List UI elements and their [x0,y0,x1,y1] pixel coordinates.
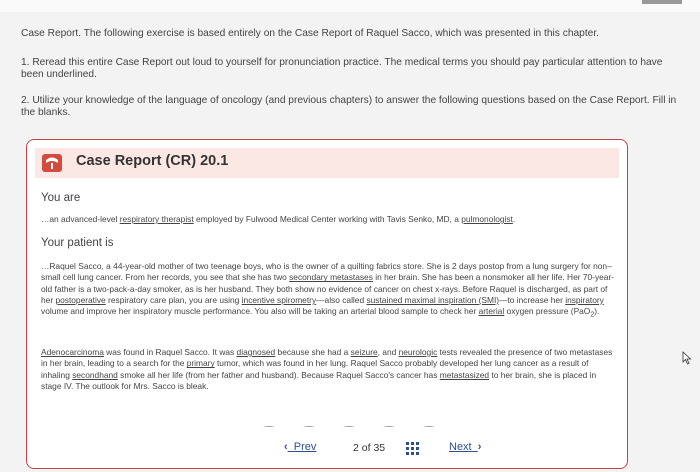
case-report-card [26,139,628,469]
instructions-step-1: 1. Reread this entire Case Report out loud to yourself for pronunciation practice. The medical terms you should pay particular attention to have been underlined. [21,56,663,80]
term-pulmonologist: pulmonologist [461,214,513,224]
term-primary: primary [186,358,215,369]
text-run: . [512,214,516,224]
term-respiratory-therapist: respiratory therapist [119,214,194,224]
mouse-cursor-icon [682,351,692,370]
term-metastasized: metastasized [439,369,490,380]
text-run: was found in Raquel Sacco. It was [103,347,237,357]
page-of: of [361,442,371,454]
text-run: …an advanced-level [41,214,120,224]
you-are-heading: You are [41,192,81,204]
text-run: , and [377,347,399,357]
clipped-text-line [259,422,439,427]
term-secondary-metastases: secondary metastases [289,272,373,283]
case-report-title: Case Report (CR) 20.1 [76,153,229,169]
text-run: …Raquel Sacco, a 44-year-old mother of two teenage boys, who is the owner of a quilting fabrics store. She is 2 days postop from a lung surgery for non–small cell lung cancer. From her records, you see that she has two [41,261,612,283]
prev-button[interactable] [284,441,316,453]
text-run: tests revealed the presence of two metastases in her brain, leading to a search for the [41,347,613,369]
next-button[interactable] [449,441,481,453]
page-grid-icon[interactable] [406,442,420,459]
patient-paragraph [41,261,617,321]
instructions-step-2: 2. Utilize your knowledge of the language of oncology (and previous chapters) to answer the following questions based on the Case Report. Fill in the blanks. [21,94,677,118]
term-secondhand: secondhand [72,369,118,380]
case-report-header [35,148,619,178]
case-report-icon [42,154,62,172]
term-seizure: seizure [350,347,378,357]
top-strip-tab [642,0,682,4]
term-adenocarcinoma: Adenocarcinoma [41,347,104,357]
total-pages: 35 [373,442,386,454]
term-postoperative: postoperative [55,294,106,305]
term-inspiratory: inspiratory [565,294,604,305]
chevron-left-icon: ‹ [284,441,288,453]
top-strip [0,0,700,12]
text-run: volume and improve her inspiratory muscle performance. You also will be taking an arterial blood sample to check her [41,306,479,317]
term-neurologic: neurologic [398,347,438,357]
text-run: —also called [316,294,367,305]
term-smi: sustained maximal inspiration (SMI) [366,294,500,305]
text-run: ). [594,306,600,317]
prev-label: Prev [293,441,317,453]
instructions-intro: Case Report. The following exercise is based entirely on the Case Report of Raquel Sacco, which was presented in this chapter. [21,28,599,39]
you-are-text [41,214,515,224]
subscript: 2 [590,311,595,319]
text-run: smoke all her life (from her father and husband). Because Raquel Sacco's cancer has [117,369,440,380]
text-run: —to increase her [499,294,566,305]
page-indicator [353,442,385,454]
instructions [21,28,683,133]
term-arterial: arterial [478,306,505,317]
text-run: oxygen pressure (PaO [504,306,591,317]
text-run: tumor, which was found in her lung. Raquel Sacco probably developed her lung cancer as a result of inhaling [41,358,589,380]
diagnosis-paragraph [41,347,617,392]
text-run: to her brain, she is placed in stage IV. The outlook for Mrs. Sacco is bleak. [41,369,597,391]
term-diagnosed: diagnosed [236,347,276,357]
text-run: because she had a [275,347,351,357]
term-incentive-spirometry: incentive spirometry [241,294,317,305]
next-label: Next [449,441,472,453]
patient-heading: Your patient is [41,237,114,249]
current-page: 2 [353,442,359,454]
text-run: respiratory care plan, you are using [105,294,242,305]
text-run: employed by Fulwood Medical Center working with Tavis Senko, MD, a [193,214,462,224]
text-run: in her brain. She has been a nonsmoker all her life. Her 70-year-old father is a two-pack-a-day smoker, as is her husband. They both show no evidence of cancer on chest x-rays. Before Raquel is discharged, as part of her [41,272,615,305]
chevron-right-icon: › [477,441,482,453]
